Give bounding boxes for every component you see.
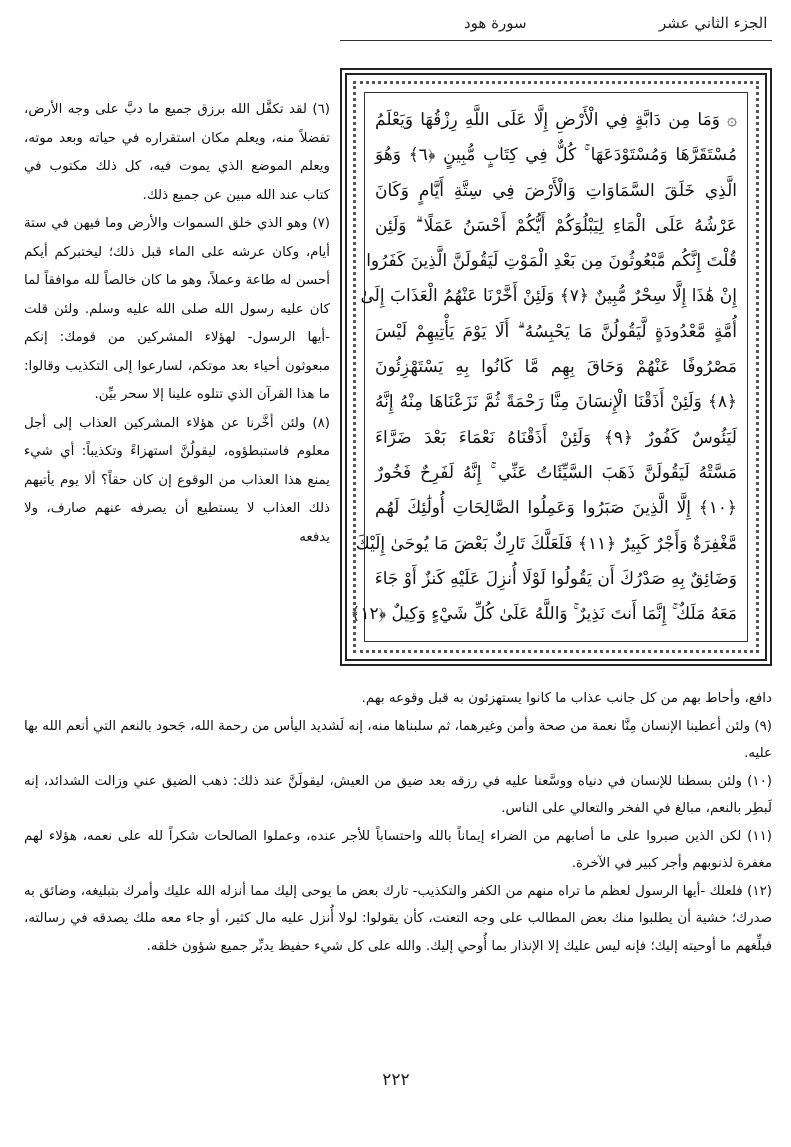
commentary-paragraph: (٦) لقد تكفَّل الله برزق جميع ما دبَّ على وجه الأرض، تفضلاً منه، ويعلم مكان استقراره في حياته وبعد موته، ويعلم الموضع الذي يموت فيه، كل ذلك مكتوب في كتاب عند الله مبين عن جميع ذلك. [24,102,330,203]
commentary-paragraph: (١١) لكن الذين صبروا على ما أصابهم من الضراء إيماناً بالله واحتساباً للأجر عنده، وعملوا الصالحات شكراً لله على نعمه، هؤلاء لهم مغفرة لذنوبهم وأجر كبير في الآخرة. [24,828,772,871]
quran-line: مُسْتَقَرَّهَا وَمُسْتَوْدَعَهَا ۚ كُلٌّ فِي كِتَابٍ مُّبِينٍ ﴿٦﴾ وَهُوَ [375,145,737,166]
quran-text-block [350,92,748,642]
quran-frame [340,68,772,666]
commentary-paragraph: (٨) ولئن أخَّرنا عن هؤلاء المشركين العذاب إلى أجل معلوم فاستبطؤوه، ليقولُنَّ استهزاءً وتكذيباً: أي شيء يمنع هذا العذاب من الوقوع إن كان حقاً؟ ألا يوم يأتيهم ذلك العذاب لا يستطيع أن يصرفه عنهم صارف، ولا يدفعه [24,415,330,545]
commentary-full-width [24,685,772,960]
commentary-paragraph: دافع، وأحاط بهم من كل جانب عذاب ما كانوا يستهزئون به قبل وقوعه بهم. [361,691,772,706]
commentary-paragraph: (١٠) ولئن بسطنا للإنسان في دنياه ووسَّعنا عليه في رزقه بعد ضيق من العيش، ليقولَنَّ عند ذلك: ذهب الضيق عني وزالت الشدائد، إنه لَبطِر بالنعم، مبالغ في الفخر والتعالي على الناس. [24,773,772,816]
juz-header: الجزء الثاني عشر [659,14,768,32]
commentary-paragraph: (٧) وهو الذي خلق السموات والأرض وما فيهن في ستة أيام، وكان عرشه على الماء قبل ذلك؛ ليختبركم أيكم أحسن له طاعة وعملاً، وهو ما كان خالصاً لله موافقاً لما كان عليه رسول الله صلى الله عليه وسلم. ولئن قلت -أيها الرسول- لهؤلاء المشركين من قومك: إنكم مبعوثون أحياء بعد موتكم، لسارعوا إلى التكذيب وقالوا: ما هذا القرآن الذي تتلوه علينا إلا سحر بيِّن. [24,216,330,402]
page-number: ٢٢٢ [382,1070,410,1090]
quran-line: مَصْرُوفًا عَنْهُمْ وَحَاقَ بِهِم مَّا كَانُوا بِهِ يَسْتَهْزِئُونَ [375,357,737,378]
quran-line: إِنْ هَٰذَا إِلَّا سِحْرٌ مُّبِينٌ ﴿٧﴾ وَلَئِنْ أَخَّرْنَا عَنْهُمُ الْعَذَابَ إِلَىٰ [360,286,737,307]
quran-line: ﴿١٠﴾ إِلَّا الَّذِينَ صَبَرُوا وَعَمِلُوا الصَّالِحَاتِ أُولَٰئِكَ لَهُم [375,498,737,519]
commentary-paragraph: (١٢) فلعلك -أيها الرسول لعظم ما تراه منهم من الكفر والتكذيب- تارك بعض ما يوحى إليك مما أنزله الله عليك وأمرك بتبليغه، وضائق به صدرك؛ خشية أن يطلبوا منك بعض المطالب على وجه التعنت، كأن يقولوا: لولا أُنزل عليه مال كثير، أو جاء معه ملك يصدقه في رسالته، فبلِّغهم ما أوحيته إليك؛ فإنه ليس عليك إلا الإنذار بما أُوحي إليك. والله على كل شيء حفيظ يدبِّر جميع شؤون خلقه. [24,883,772,954]
header-divider [340,40,772,41]
quran-line: أُمَّةٍ مَّعْدُودَةٍ لَّيَقُولُنَّ مَا يَحْبِسُهُ ۗ أَلَا يَوْمَ يَأْتِيهِمْ لَيْسَ [375,321,737,342]
quran-line: وَضَائِقٌ بِهِ صَدْرُكَ أَن يَقُولُوا لَوْلَا أُنزِلَ عَلَيْهِ كَنزٌ أَوْ جَاءَ [374,568,737,589]
quran-line: مَعَهُ مَلَكٌ ۚ إِنَّمَا أَنتَ نَذِيرٌ ۚ وَاللَّهُ عَلَىٰ كُلِّ شَيْءٍ وَكِيلٌ ﴿١٢﴾ [350,604,737,625]
commentary-paragraph: (٩) ولئن أعطينا الإنسان مِنَّا نعمة من صحة وأمن وغيرهما، ثم سلبناها منه، إنه لَشديد اليأس من رحمة الله، جَحود بالنعم التي أنعم الله بها عليه. [24,718,772,761]
quran-line: عَرْشُهُ عَلَى الْمَاءِ لِيَبْلُوَكُمْ أَيُّكُمْ أَحْسَنُ عَمَلًا ۗ وَلَئِن [375,215,737,236]
quran-line: قُلْتَ إِنَّكُم مَّبْعُوثُونَ مِن بَعْدِ الْمَوْتِ لَيَقُولَنَّ الَّذِينَ كَفَرُوا [366,251,737,272]
quran-line: ۞ وَمَا مِن دَابَّةٍ فِي الْأَرْضِ إِلَّا عَلَى اللَّهِ رِزْقُهَا وَيَعْلَمُ [375,110,737,130]
quran-line: الَّذِي خَلَقَ السَّمَاوَاتِ وَالْأَرْضَ فِي سِتَّةِ أَيَّامٍ وَكَانَ [375,180,737,201]
quran-line: لَيَئُوسٌ كَفُورٌ ﴿٩﴾ وَلَئِنْ أَذَقْنَاهُ نَعْمَاءَ بَعْدَ ضَرَّاءَ [375,427,737,448]
surah-header: سورة هود [464,14,527,32]
quran-line: مَسَّتْهُ لَيَقُولَنَّ ذَهَبَ السَّيِّئَاتُ عَنِّي ۚ إِنَّهُ لَفَرِحٌ فَخُورٌ [375,462,737,483]
quran-line: ﴿٨﴾ وَلَئِنْ أَذَقْنَا الْإِنسَانَ مِنَّا رَحْمَةً ثُمَّ نَزَعْنَاهَا مِنْهُ إِنَّهُ [375,392,737,413]
quran-line: مَّغْفِرَةٌ وَأَجْرٌ كَبِيرٌ ﴿١١﴾ فَلَعَلَّكَ تَارِكٌ بَعْضَ مَا يُوحَىٰ إِلَيْكَ [355,533,737,554]
commentary-side-column [24,96,330,552]
